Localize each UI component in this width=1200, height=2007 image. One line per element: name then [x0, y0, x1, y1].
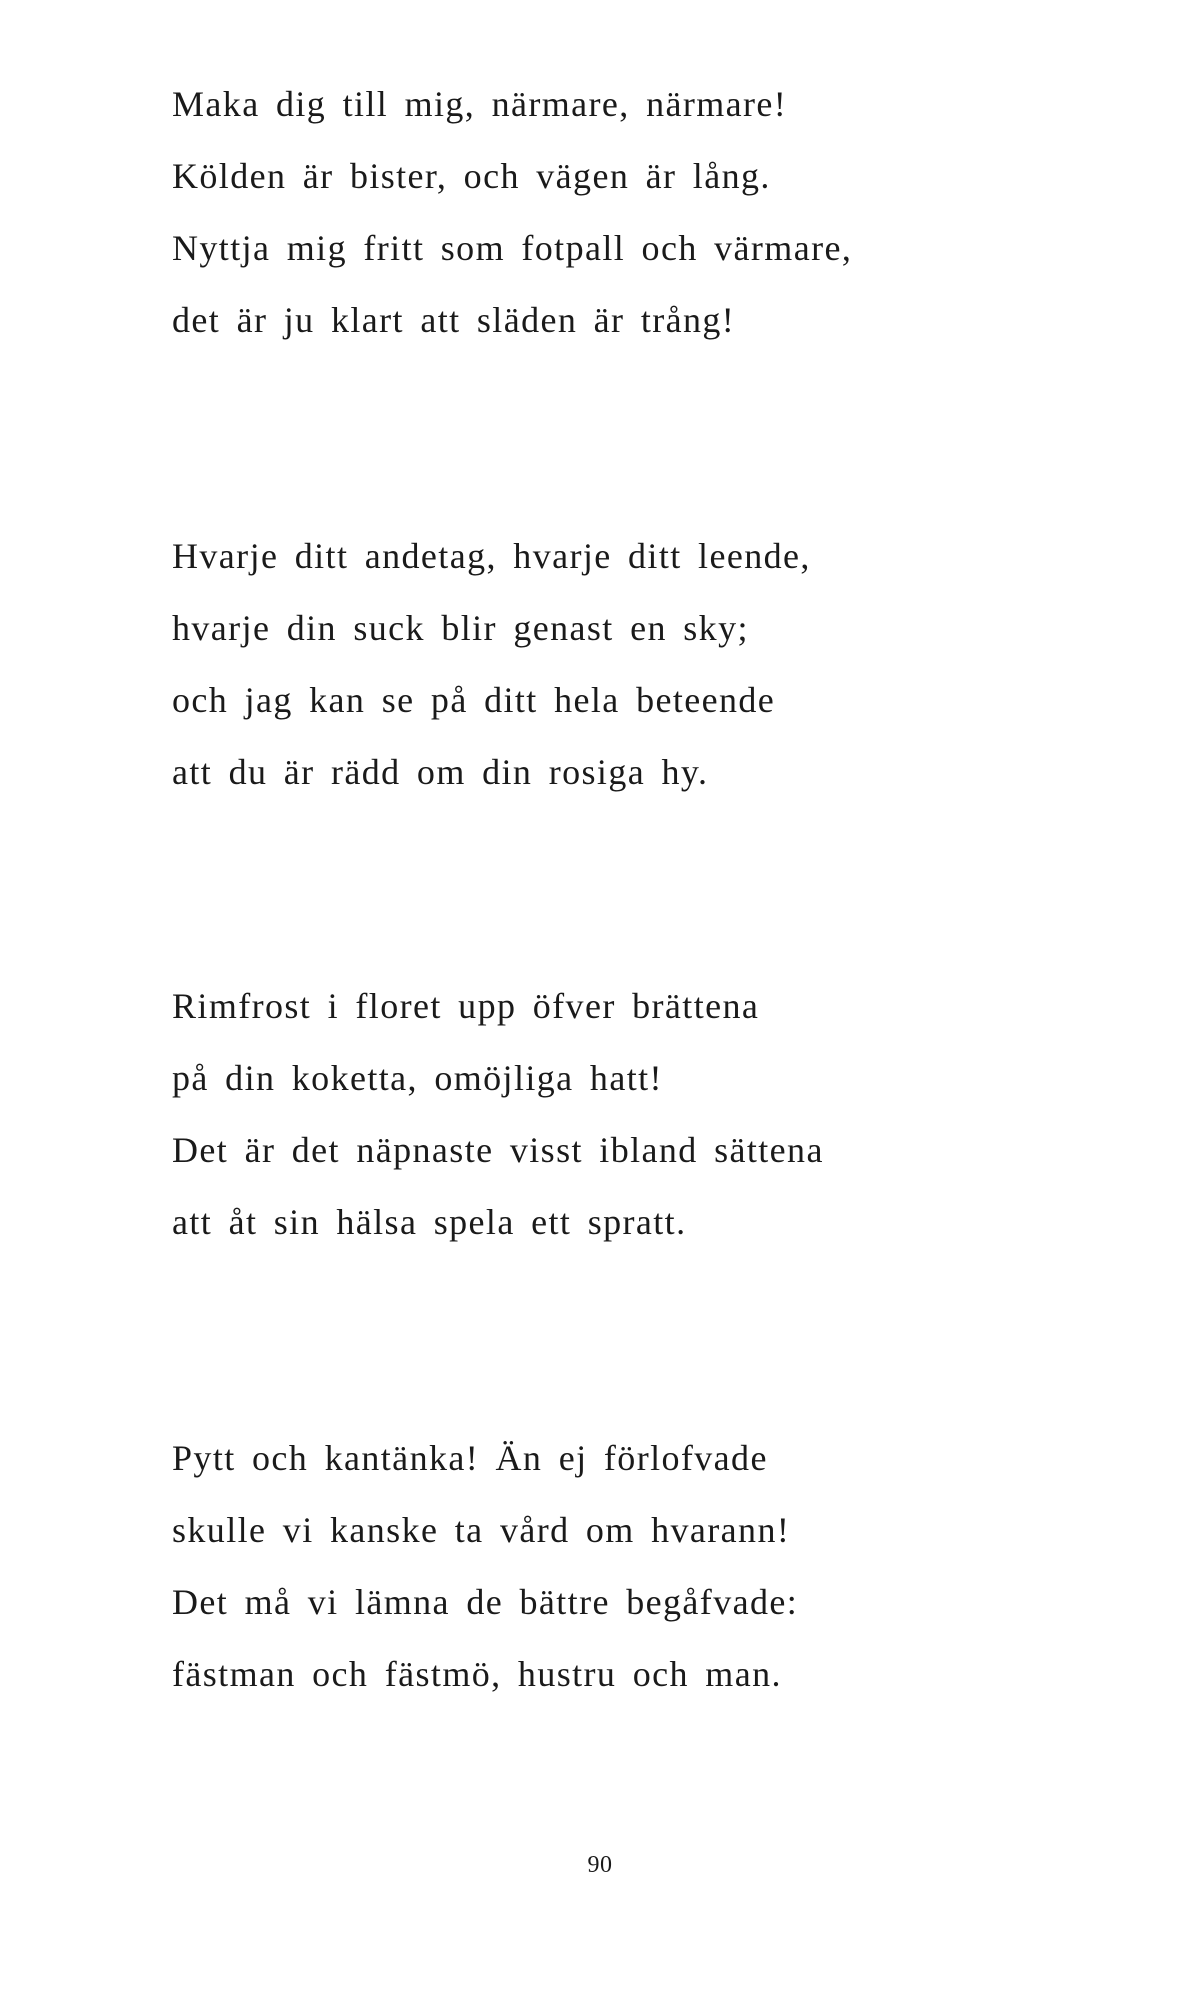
poem-line: hvarje din suck blir genast en sky; [172, 608, 749, 648]
poem-line: och jag kan se på ditt hela beteende [172, 680, 776, 720]
poem-line: på din koketta, omöjliga hatt! [172, 1058, 663, 1098]
poem-line: Rimfrost i floret upp öfver brättena [172, 986, 760, 1026]
poem-line: skulle vi kanske ta vård om hvarann! [172, 1510, 791, 1550]
stanza-4 [172, 1422, 1072, 1710]
poem-line: fästman och fästmö, hustru och man. [172, 1654, 782, 1694]
poem-line: Nyttja mig fritt som fotpall och värmare, [172, 228, 853, 268]
poem-line: Hvarje ditt andetag, hvarje ditt leende, [172, 536, 811, 576]
poem-line: Det är det näpnaste visst ibland sättena [172, 1130, 824, 1170]
poem-line: att du är rädd om din rosiga hy. [172, 752, 709, 792]
poem-line: Det må vi lämna de bättre begåfvade: [172, 1582, 799, 1622]
poem-line: Kölden är bister, och vägen är lång. [172, 156, 771, 196]
stanza-1 [172, 68, 1072, 356]
stanza-3 [172, 970, 1072, 1258]
poem-line: det är ju klart att släden är trång! [172, 300, 736, 340]
poem-line: Maka dig till mig, närmare, närmare! [172, 84, 788, 124]
page-number: 90 [587, 1852, 613, 1878]
poem-line: Pytt och kantänka! Än ej förlofvade [172, 1438, 768, 1478]
poem-line: att åt sin hälsa spela ett spratt. [172, 1202, 687, 1242]
stanza-2 [172, 520, 1072, 808]
